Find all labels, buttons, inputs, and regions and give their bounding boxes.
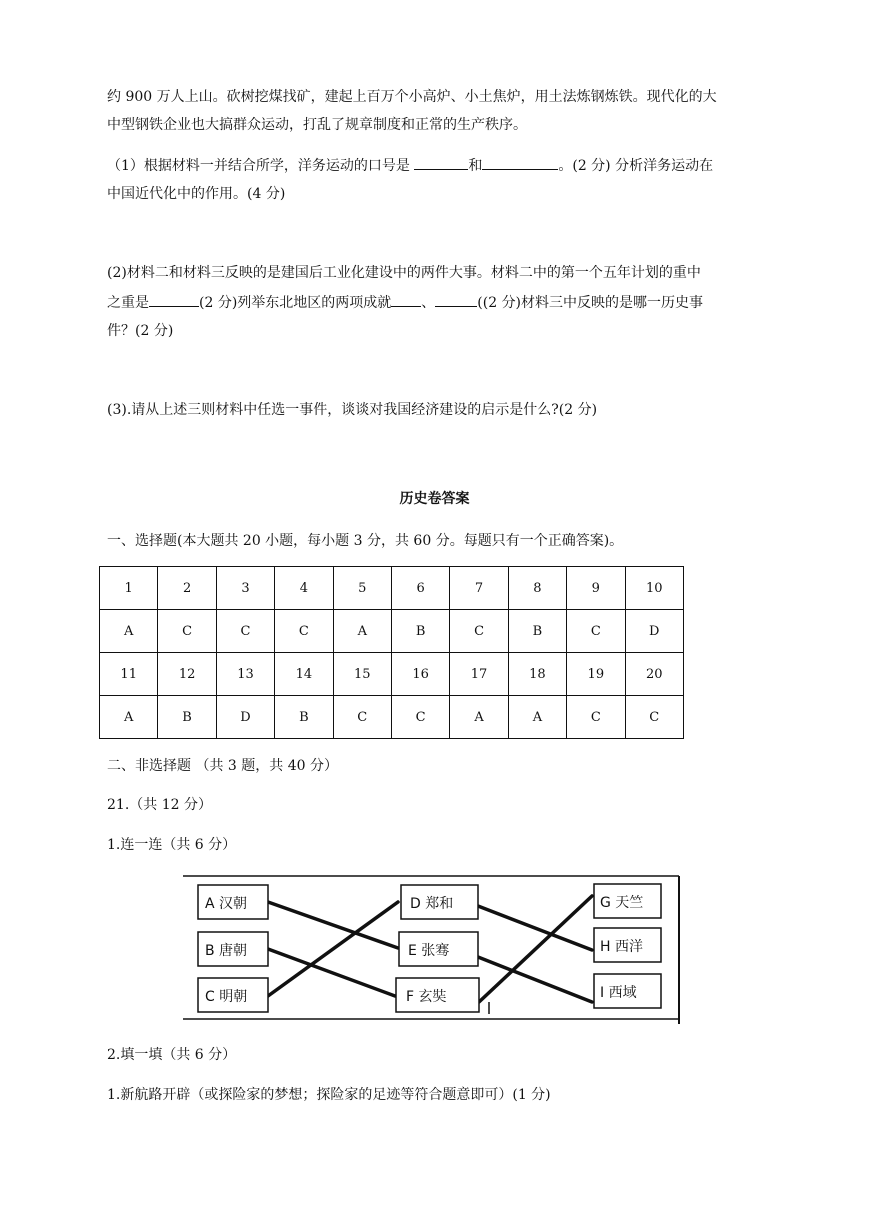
answer-cell: C [333, 696, 391, 739]
answer-row [100, 610, 684, 653]
question-number-cell: 7 [450, 567, 508, 610]
match-label-a: A 汉朝 [205, 896, 248, 912]
q1-text-mid: 和 [468, 158, 483, 174]
question-1-line-2: 中国近代化中的作用。(4 分) [107, 186, 286, 202]
answer-title: 历史卷答案 [399, 491, 470, 507]
q2-blank-2 [391, 292, 421, 307]
answer-cell: C [216, 610, 274, 653]
question-number-cell: 12 [158, 653, 216, 696]
question-number-cell: 11 [100, 653, 158, 696]
question-number-cell: 17 [450, 653, 508, 696]
question-number-row [100, 653, 684, 696]
answer-cell: B [275, 696, 333, 739]
q2-text-sep: 、 [421, 295, 436, 311]
fill-answer-1: 1.新航路开辟（或探险家的梦想；探险家的足迹等符合题意即可）(1 分) [107, 1087, 551, 1103]
question-number-cell: 13 [216, 653, 274, 696]
answer-cell: A [450, 696, 508, 739]
question-2-line-1: (2)材料二和材料三反映的是建国后工业化建设中的两件大事。材料二中的第一个五年计划的重中 [107, 265, 701, 281]
match-label-d: D 郑和 [410, 896, 454, 912]
right-column [594, 884, 661, 1008]
question-number-row [100, 567, 684, 610]
material-line-1: 约 900 万人上山。砍树挖煤找矿，建起上百万个小高炉、小土焦炉，用土法炼钢炼铁。现代化的大 [107, 89, 717, 105]
match-label-i: I 西域 [600, 985, 637, 1001]
answer-cell: A [100, 696, 158, 739]
question-3: (3).请从上述三则材料中任选一事件，谈谈对我国经济建设的启示是什么?(2 分) [107, 402, 598, 418]
question-number-cell: 14 [275, 653, 333, 696]
connector-e-i [478, 957, 592, 1002]
section-2-heading: 二、非选择题 （共 3 题，共 40 分） [107, 758, 338, 774]
q1-text-pre: （1）根据材料一并结合所学，洋务运动的口号是 [107, 158, 415, 174]
connector-b-f [268, 949, 395, 996]
question-number-cell: 10 [625, 567, 683, 610]
answer-cell: C [450, 610, 508, 653]
question-number-cell: 2 [158, 567, 216, 610]
question-number-cell: 15 [333, 653, 391, 696]
question-number-cell: 1 [100, 567, 158, 610]
q2-blank-1 [149, 292, 199, 307]
answer-cell: D [625, 610, 683, 653]
answer-cell: C [391, 696, 449, 739]
answer-cell: B [508, 610, 566, 653]
answer-cell: C [158, 610, 216, 653]
answer-cell: A [333, 610, 391, 653]
matching-diagram [182, 874, 682, 1026]
connector-c-d [268, 902, 398, 996]
q1-blank-2 [482, 155, 558, 170]
answer-row [100, 696, 684, 739]
match-label-g: G 天竺 [600, 895, 644, 911]
match-label-f: F 玄奘 [406, 989, 447, 1005]
question-number-cell: 5 [333, 567, 391, 610]
q2-text-mid: (2 分)列举东北地区的两项成就 [199, 295, 392, 311]
matching-heading: 1.连一连（共 6 分） [107, 837, 237, 853]
answer-table [99, 566, 684, 739]
answer-cell: C [275, 610, 333, 653]
question-21-heading: 21.（共 12 分） [107, 797, 212, 813]
answer-cell: C [567, 696, 625, 739]
answer-cell: C [625, 696, 683, 739]
answer-cell: A [508, 696, 566, 739]
middle-column [396, 885, 479, 1012]
question-number-cell: 9 [567, 567, 625, 610]
answer-cell: B [158, 696, 216, 739]
material-line-2: 中型钢铁企业也大搞群众运动，打乱了规章制度和正常的生产秩序。 [107, 117, 527, 133]
fill-heading: 2.填一填（共 6 分） [107, 1047, 237, 1063]
q2-text-post: ((2 分)材料三中反映的是哪一历史事 [477, 295, 704, 311]
question-number-cell: 19 [567, 653, 625, 696]
question-2-line-2 [107, 292, 703, 313]
match-label-e: E 张骞 [408, 943, 450, 959]
question-number-cell: 20 [625, 653, 683, 696]
q2-blank-3 [435, 292, 477, 307]
match-label-b: B 唐朝 [205, 943, 248, 959]
question-number-cell: 6 [391, 567, 449, 610]
match-label-h: H 西洋 [600, 939, 643, 955]
question-number-cell: 16 [391, 653, 449, 696]
match-label-c: C 明朝 [205, 989, 248, 1005]
question-number-cell: 18 [508, 653, 566, 696]
question-number-cell: 8 [508, 567, 566, 610]
q1-text-post: 。(2 分) 分析洋务运动在 [558, 158, 714, 174]
answer-cell: A [100, 610, 158, 653]
question-2-line-3: 件？(2 分) [107, 323, 174, 339]
connector-a-e [268, 902, 398, 948]
q1-blank-1 [414, 155, 468, 170]
left-column [198, 885, 268, 1012]
question-number-cell: 4 [275, 567, 333, 610]
question-number-cell: 3 [216, 567, 274, 610]
answer-cell: D [216, 696, 274, 739]
answer-cell: B [391, 610, 449, 653]
section-1-heading: 一、选择题(本大题共 20 小题，每小题 3 分，共 60 分。每题只有一个正确答案)。 [107, 533, 624, 549]
q2-text-pre: 之重是 [107, 295, 149, 311]
question-1-line-1 [107, 155, 713, 176]
answer-cell: C [567, 610, 625, 653]
